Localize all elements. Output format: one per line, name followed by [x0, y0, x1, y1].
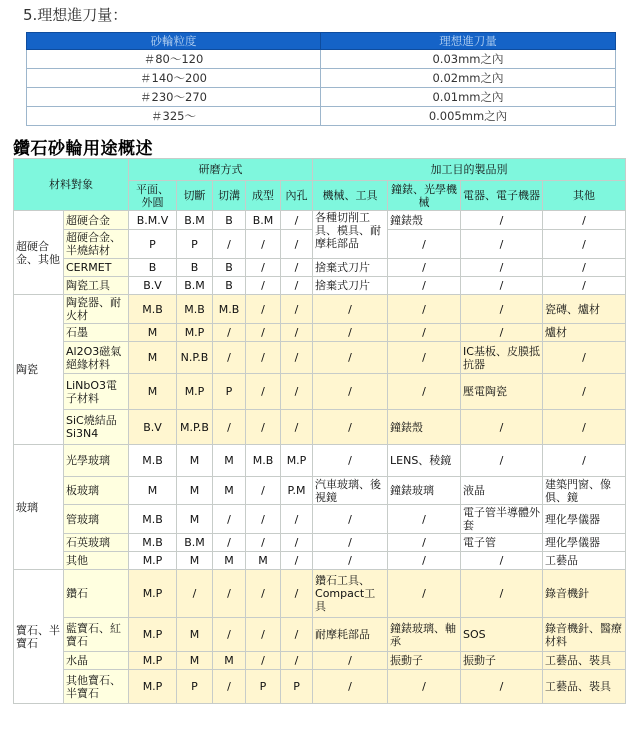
product-cell: 瓷磚、爐材	[543, 295, 626, 324]
table-row	[14, 552, 626, 570]
grind-cell: P	[177, 230, 213, 259]
table-row	[14, 618, 626, 652]
product-cell: 工藝品、裝具	[543, 652, 626, 670]
grind-cell: /	[213, 342, 246, 374]
product-cell: 耐摩耗部品	[313, 618, 388, 652]
header-cell: 內孔	[281, 181, 313, 211]
material-name: Al2O3磁氣絕緣材料	[64, 342, 129, 374]
grind-cell: /	[281, 277, 313, 295]
grind-cell: M.P	[129, 670, 177, 704]
grind-cell: /	[177, 570, 213, 618]
table-row	[14, 324, 626, 342]
material-name: 石英玻璃	[64, 534, 129, 552]
grind-cell: /	[281, 211, 313, 230]
table-row	[14, 342, 626, 374]
product-cell: /	[461, 295, 543, 324]
product-cell: /	[388, 259, 461, 277]
product-cell: /	[388, 342, 461, 374]
grind-cell: M.B	[129, 445, 177, 477]
column-header: 砂輪粒度	[27, 33, 321, 50]
grind-cell: P.M	[281, 477, 313, 505]
grind-cell: /	[281, 259, 313, 277]
grind-cell: P	[129, 230, 177, 259]
grind-cell: /	[281, 342, 313, 374]
grind-cell: M	[129, 374, 177, 410]
header-cell: 切斷	[177, 181, 213, 211]
grind-cell: B.M	[246, 211, 281, 230]
material-name: LiNbO3電子材料	[64, 374, 129, 410]
product-cell: 鐘錶殼	[388, 211, 461, 230]
category-cell: 玻璃	[14, 445, 64, 570]
grind-cell: /	[246, 570, 281, 618]
section-title-usage: 鑽石砂輪用途概述	[13, 139, 153, 159]
product-cell: 爐材	[543, 324, 626, 342]
grind-cell: M.P	[129, 618, 177, 652]
product-cell: /	[543, 342, 626, 374]
product-cell: /	[313, 374, 388, 410]
feed-rate-table	[26, 32, 616, 126]
material-name: 藍寶石、紅寶石	[64, 618, 129, 652]
header-cell: 切溝	[213, 181, 246, 211]
grind-cell: /	[246, 230, 281, 259]
product-cell: 振動子	[461, 652, 543, 670]
grind-cell: /	[281, 230, 313, 259]
table-row	[27, 50, 616, 69]
product-cell: /	[461, 259, 543, 277]
grind-cell: M.P.B	[177, 410, 213, 445]
feed-cell: 0.03mm之內	[321, 50, 616, 69]
product-cell: 鑽石工具、Compact工具	[313, 570, 388, 618]
usage-table	[13, 158, 626, 704]
grind-cell: /	[281, 374, 313, 410]
header-cell: 鐘錶、光學機械	[388, 181, 461, 211]
grind-cell: /	[281, 552, 313, 570]
grind-cell: M	[246, 552, 281, 570]
product-cell: /	[313, 295, 388, 324]
grind-cell: M.B	[213, 295, 246, 324]
grind-cell: M	[129, 324, 177, 342]
table-row	[14, 295, 626, 324]
grind-cell: N.P.B	[177, 342, 213, 374]
product-cell: 捨棄式刀片	[313, 259, 388, 277]
grind-cell: /	[246, 259, 281, 277]
grind-cell: /	[246, 277, 281, 295]
product-cell: /	[543, 230, 626, 259]
grind-cell: /	[213, 505, 246, 534]
grind-cell: B.V	[129, 410, 177, 445]
feed-cell: 0.005mm之內	[321, 107, 616, 126]
material-name: SiC燒結品Si3N4	[64, 410, 129, 445]
table-row	[14, 670, 626, 704]
grind-cell: M.P	[281, 445, 313, 477]
table-row	[14, 259, 626, 277]
product-cell: /	[461, 410, 543, 445]
header-cell: 其他	[543, 181, 626, 211]
grit-cell: ＃325～	[27, 107, 321, 126]
product-cell: SOS	[461, 618, 543, 652]
material-name: 超硬合金	[64, 211, 129, 230]
table-header-row	[27, 33, 616, 50]
grind-cell: M.P	[177, 374, 213, 410]
product-cell: /	[313, 410, 388, 445]
header-material: 材料對象	[14, 159, 129, 211]
product-cell: /	[388, 505, 461, 534]
grind-cell: /	[246, 410, 281, 445]
material-name: 管玻璃	[64, 505, 129, 534]
product-cell: /	[461, 570, 543, 618]
product-cell: /	[388, 374, 461, 410]
product-cell: /	[313, 342, 388, 374]
product-cell: /	[313, 534, 388, 552]
product-cell: /	[461, 445, 543, 477]
material-name: 其他寶石、半寶石	[64, 670, 129, 704]
product-cell: 各種切削工具、模具、耐摩耗部品	[313, 211, 388, 259]
grind-cell: /	[213, 670, 246, 704]
product-cell: 工藝品	[543, 552, 626, 570]
grind-cell: M.B	[246, 445, 281, 477]
grind-cell: /	[246, 505, 281, 534]
table-row	[14, 445, 626, 477]
feed-cell: 0.01mm之內	[321, 88, 616, 107]
grind-cell: M.B	[177, 295, 213, 324]
grind-cell: M	[129, 477, 177, 505]
grind-cell: /	[246, 534, 281, 552]
grind-cell: M.B	[129, 295, 177, 324]
grind-cell: B	[213, 211, 246, 230]
grind-cell: B	[213, 259, 246, 277]
grind-cell: /	[213, 618, 246, 652]
product-cell: 汽車玻璃、後視鏡	[313, 477, 388, 505]
product-cell: 電子管半導體外套	[461, 505, 543, 534]
table-row	[14, 211, 626, 230]
grit-cell: ＃80～120	[27, 50, 321, 69]
grind-cell: /	[281, 295, 313, 324]
grind-cell: P	[246, 670, 281, 704]
product-cell: /	[388, 295, 461, 324]
grind-cell: /	[246, 374, 281, 410]
grind-cell: /	[213, 570, 246, 618]
table-row	[14, 570, 626, 618]
table-row	[14, 374, 626, 410]
product-cell: 電子管	[461, 534, 543, 552]
header-cell: 成型	[246, 181, 281, 211]
grind-cell: M.P	[129, 552, 177, 570]
product-cell: /	[461, 277, 543, 295]
table-row	[14, 534, 626, 552]
grind-cell: /	[281, 570, 313, 618]
grind-cell: B.M	[177, 211, 213, 230]
grind-cell: /	[281, 324, 313, 342]
section-title-feed-rate: 5.理想進刀量：	[23, 6, 128, 24]
product-cell: /	[388, 324, 461, 342]
grind-cell: /	[213, 230, 246, 259]
grit-cell: ＃230～270	[27, 88, 321, 107]
product-cell: /	[461, 230, 543, 259]
product-cell: /	[388, 670, 461, 704]
material-name: 光學玻璃	[64, 445, 129, 477]
product-cell: 壓電陶瓷	[461, 374, 543, 410]
product-cell: 工藝品、裝具	[543, 670, 626, 704]
product-cell: 液晶	[461, 477, 543, 505]
header-grinding: 研磨方式	[129, 159, 313, 181]
grind-cell: B.M.V	[129, 211, 177, 230]
header-products: 加工目的製品別	[313, 159, 626, 181]
grind-cell: M	[213, 477, 246, 505]
grind-cell: /	[246, 477, 281, 505]
product-cell: /	[313, 324, 388, 342]
product-cell: 理化學儀器	[543, 534, 626, 552]
feed-cell: 0.02mm之內	[321, 69, 616, 88]
product-cell: 理化學儀器	[543, 505, 626, 534]
grind-cell: M.B	[129, 505, 177, 534]
grind-cell: /	[281, 534, 313, 552]
product-cell: 鐘錶玻璃、軸承	[388, 618, 461, 652]
grind-cell: /	[213, 324, 246, 342]
material-name: 其他	[64, 552, 129, 570]
grind-cell: P	[213, 374, 246, 410]
product-cell: /	[543, 374, 626, 410]
product-cell: /	[388, 570, 461, 618]
grind-cell: M.P	[177, 324, 213, 342]
grind-cell: /	[246, 324, 281, 342]
category-cell: 超硬合金、其他	[14, 211, 64, 295]
product-cell: /	[543, 211, 626, 230]
table-row	[27, 107, 616, 126]
product-cell: /	[388, 534, 461, 552]
table-row	[27, 69, 616, 88]
product-cell: /	[543, 410, 626, 445]
product-cell: /	[461, 670, 543, 704]
header-cell: 平面、外圓	[129, 181, 177, 211]
table-row	[14, 505, 626, 534]
grind-cell: M.B	[129, 534, 177, 552]
material-name: 水晶	[64, 652, 129, 670]
grind-cell: M	[177, 618, 213, 652]
product-cell: /	[461, 552, 543, 570]
table-row	[14, 277, 626, 295]
table-header-row	[14, 159, 626, 181]
grind-cell: M	[177, 505, 213, 534]
product-cell: /	[313, 552, 388, 570]
grind-cell: /	[246, 342, 281, 374]
grind-cell: M	[129, 342, 177, 374]
material-name: 超硬合金、半燒結材	[64, 230, 129, 259]
grind-cell: M.P	[129, 652, 177, 670]
category-cell: 寶石、半寶石	[14, 570, 64, 704]
category-cell: 陶瓷	[14, 295, 64, 445]
product-cell: 錄音機針	[543, 570, 626, 618]
grind-cell: M	[177, 445, 213, 477]
product-cell: /	[313, 505, 388, 534]
product-cell: /	[461, 324, 543, 342]
material-name: 石墨	[64, 324, 129, 342]
product-cell: /	[313, 445, 388, 477]
product-cell: LENS、稜鏡	[388, 445, 461, 477]
product-cell: 振動子	[388, 652, 461, 670]
table-row	[27, 88, 616, 107]
grind-cell: B.M	[177, 534, 213, 552]
table-row	[14, 652, 626, 670]
grind-cell: M	[177, 652, 213, 670]
grind-cell: M	[213, 445, 246, 477]
grind-cell: P	[177, 670, 213, 704]
material-name: CERMET	[64, 259, 129, 277]
product-cell: 鐘錶殼	[388, 410, 461, 445]
grind-cell: /	[246, 652, 281, 670]
grind-cell: B	[213, 277, 246, 295]
grind-cell: /	[246, 618, 281, 652]
material-name: 板玻璃	[64, 477, 129, 505]
grind-cell: /	[246, 295, 281, 324]
product-cell: 建築門窗、像俱、鏡	[543, 477, 626, 505]
grind-cell: /	[213, 534, 246, 552]
product-cell: /	[543, 277, 626, 295]
grind-cell: M	[177, 552, 213, 570]
product-cell: /	[388, 230, 461, 259]
product-cell: /	[388, 552, 461, 570]
material-name: 陶瓷工具	[64, 277, 129, 295]
material-name: 陶瓷器、耐火材	[64, 295, 129, 324]
grind-cell: M.P	[129, 570, 177, 618]
product-cell: /	[388, 277, 461, 295]
product-cell: /	[543, 259, 626, 277]
product-cell: IC基板、皮膜抵抗器	[461, 342, 543, 374]
grit-cell: ＃140～200	[27, 69, 321, 88]
product-cell: /	[313, 652, 388, 670]
grind-cell: /	[281, 652, 313, 670]
column-header: 理想進刀量	[321, 33, 616, 50]
grind-cell: M	[177, 477, 213, 505]
product-cell: /	[313, 670, 388, 704]
table-row	[14, 477, 626, 505]
product-cell: 捨棄式刀片	[313, 277, 388, 295]
grind-cell: /	[281, 505, 313, 534]
table-row	[14, 410, 626, 445]
grind-cell: /	[213, 410, 246, 445]
grind-cell: P	[281, 670, 313, 704]
product-cell: 錄音機針、醫療材料	[543, 618, 626, 652]
grind-cell: B.M	[177, 277, 213, 295]
grind-cell: /	[281, 410, 313, 445]
grind-cell: /	[281, 618, 313, 652]
grind-cell: B	[177, 259, 213, 277]
grind-cell: B	[129, 259, 177, 277]
grind-cell: M	[213, 552, 246, 570]
product-cell: /	[461, 211, 543, 230]
grind-cell: M	[213, 652, 246, 670]
product-cell: /	[543, 445, 626, 477]
grind-cell: B.V	[129, 277, 177, 295]
header-cell: 機械、工具	[313, 181, 388, 211]
header-cell: 電器、電子機器	[461, 181, 543, 211]
product-cell: 鐘錶玻璃	[388, 477, 461, 505]
material-name: 鑽石	[64, 570, 129, 618]
